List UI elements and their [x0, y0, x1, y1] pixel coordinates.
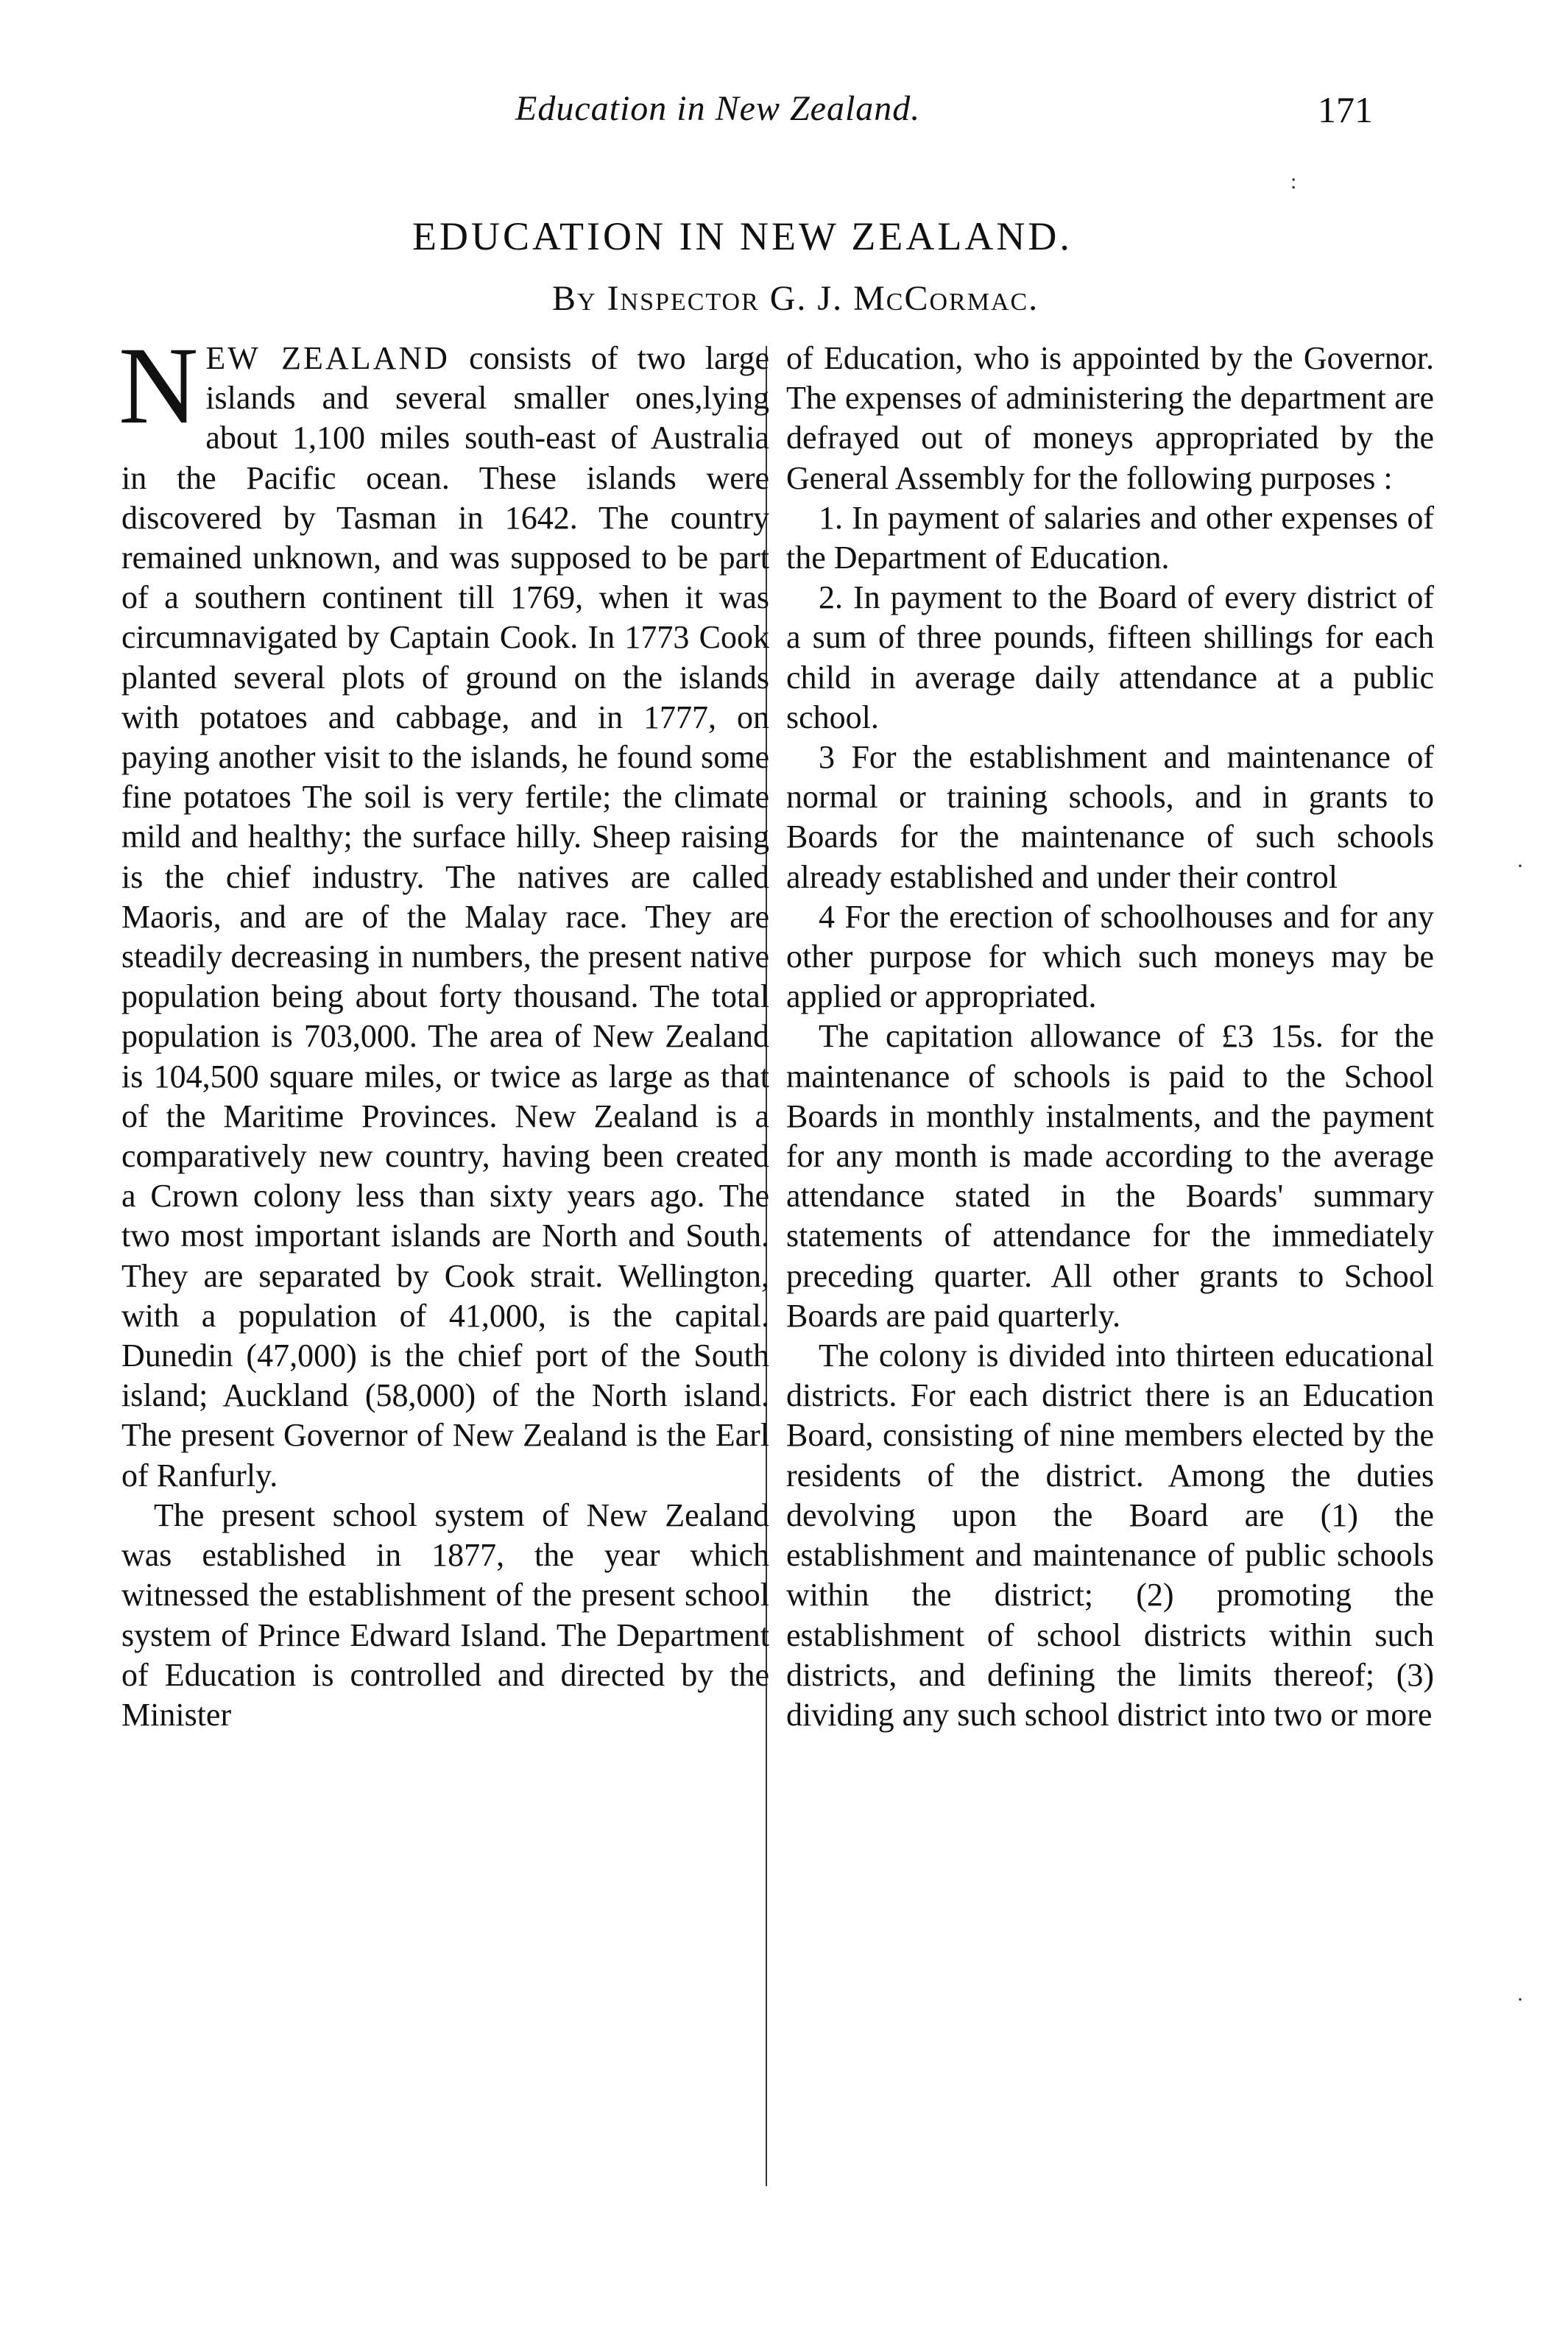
page-number: 171 [1318, 89, 1373, 130]
page-speck: · [1516, 1987, 1524, 2012]
paragraph-districts: The colony is divided into thirteen educational districts. For each district there is an Education Board, consisting of nine members elected by the residents of the district. Among the duties devolving upon the Board are (1) the establishment and maintenance of public schools within the district; (2) promoting the establishment of school districts within such districts, and defining the limits thereof; (3) dividing any such school district into two or more [786, 1337, 1434, 1733]
running-head: Education in New Zealand. [515, 89, 921, 128]
paragraph-school-system: The present school system of New Zealand was established in 1877, the year which witnessed the establishment of the present school system of Prince Edward Island. The Department of Education is controlled and directed by the Minister [121, 1496, 769, 1733]
first-word: EW ZEALAND [205, 340, 450, 376]
page-speck: : [1290, 169, 1297, 194]
page-speck: · [1516, 854, 1524, 878]
byline: By Inspector G. J. McCormac. [552, 279, 1039, 318]
paragraph-intro [119, 325, 770, 1496]
list-item-2: 2. In payment to the Board of every district of a sum of three pounds, fifteen shillings for each child in average daily attendance at a public school. [786, 579, 1434, 735]
article-title: EDUCATION IN NEW ZEALAND. [412, 214, 1073, 258]
dropcap: N [119, 325, 199, 447]
list-item-1: 1. In payment of salaries and other expenses of the Department of Education. [786, 499, 1434, 576]
right-column [786, 339, 1434, 1735]
left-column [119, 325, 770, 1735]
list-item-4: 4 For the erection of schoolhouses and for any other purpose for which such moneys may be applied or appropriated. [786, 898, 1434, 1015]
list-item-3: 3 For the establishment and maintenance of normal or training schools, and in grants to Boards for the maintenance of such schools already established and under their control [786, 739, 1434, 895]
paragraph-capitation: The capitation allowance of £3 15s. for the maintenance of schools is paid to the School Boards in monthly instalments, and the payment for any month is made according to the average attendance stated in the Boards' summary statements of attendance for the immediately preceding quarter. All other grants to School Boards are paid quarterly. [786, 1018, 1434, 1334]
paragraph-minister: of Education, who is appointed by the Governor. The expenses of administering the department are defrayed out of moneys appropriated by the General Assembly for the following purposes : [786, 340, 1434, 496]
paragraph-intro-text: consists of two large islands and several smaller ones,lying about 1,100 miles south-east of Australia in the Pacific ocean. These islands were discovered by Tasman in 1642. The country remained unknown, and was supposed to be part of a southern continent till 1769, when it was circumnavigated by Captain Cook. In 1773 Cook planted several plots of ground on the islands with potatoes and cabbage, and in 1777, on paying another visit to the islands, he found some fine potatoes The soil is very fertile; the climate mild and healthy; the surface hilly. Sheep raising is the chief industry. The natives are called Maoris, and are of the Malay race. They are steadily decreasing in numbers, the present native population being about forty thousand. The total population is 703,000. The area of New Zealand is 104,500 square miles, or twice as large as that of the Maritime Provinces. New Zealand is a comparatively new country, having been created a Crown colony less than sixty years ago. The two most important islands are North and South. They are separated by Cook strait. Wellington, with a population of 41,000, is the capital. Dunedin (47,000) is the chief port of the South island; Auckland (58,000) of the North island. The present Governor of New Zealand is the Earl of Ranfurly. [121, 340, 770, 1494]
